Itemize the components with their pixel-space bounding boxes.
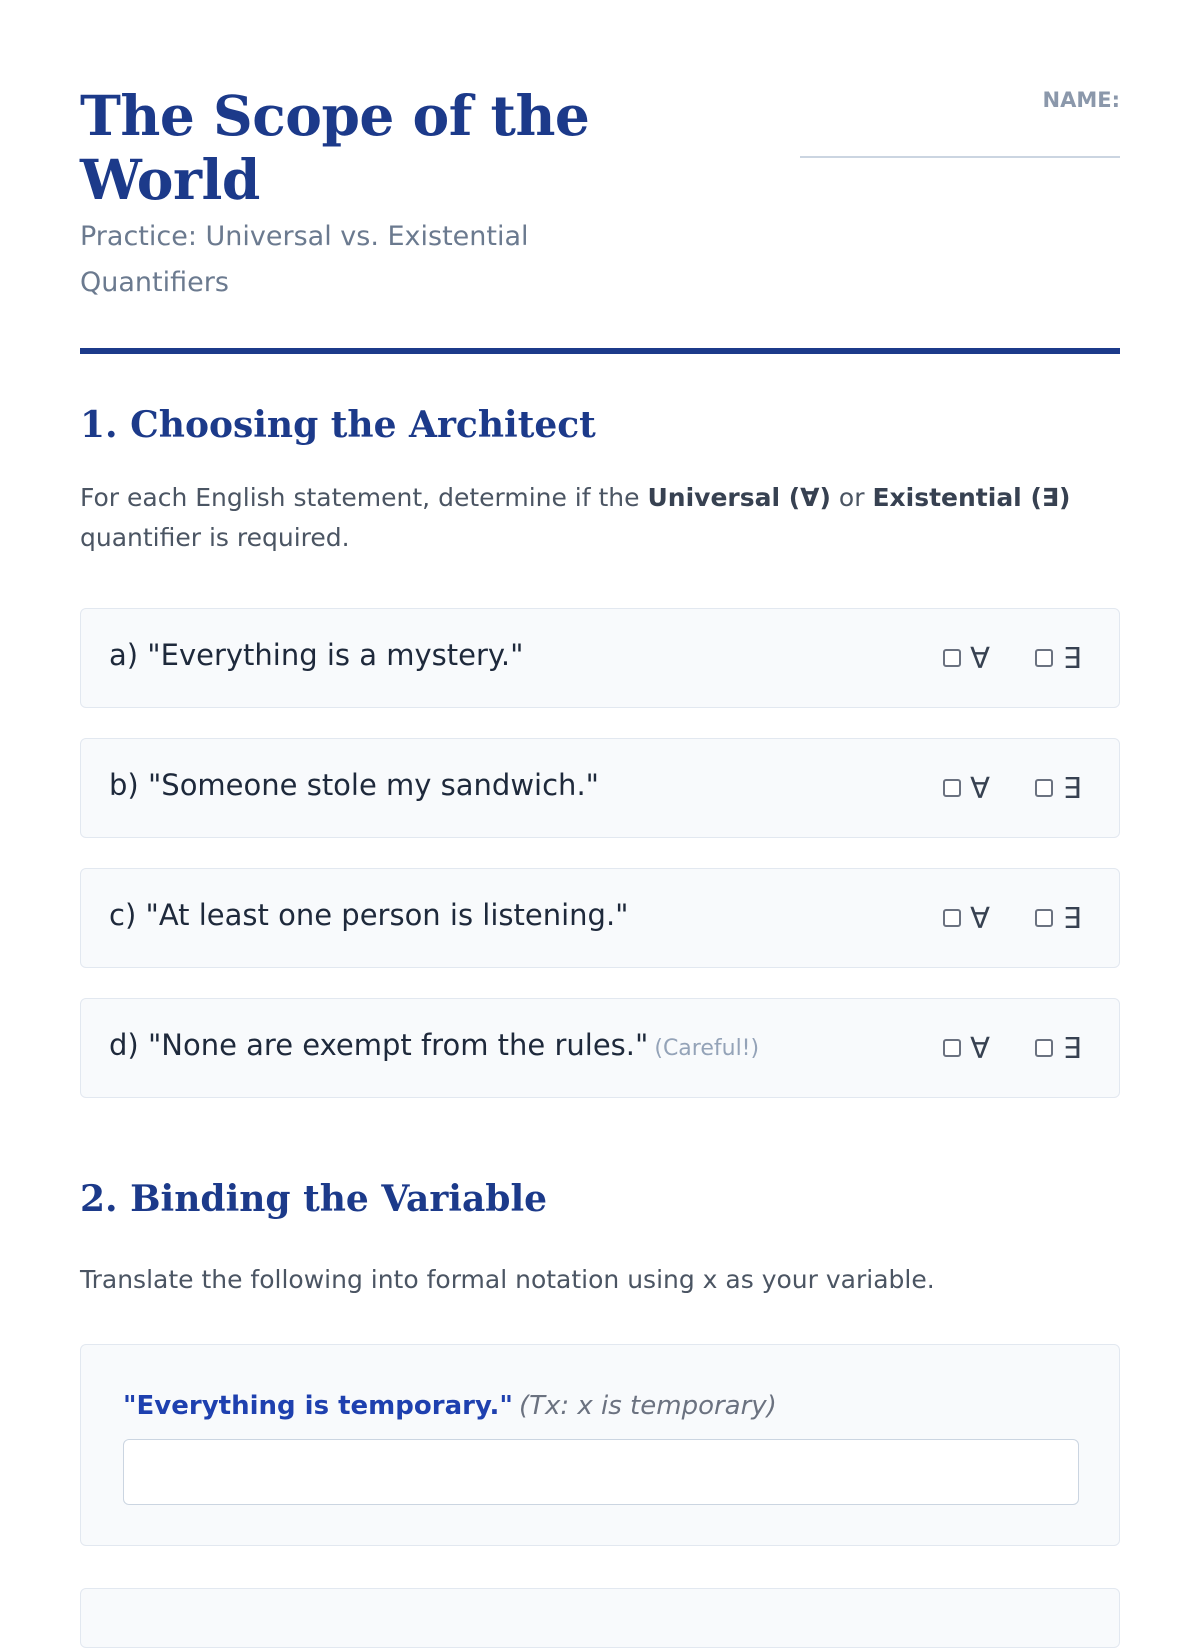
question-statement: a) "Everything is a mystery." [109,638,524,672]
question-row-a [80,608,1120,708]
universal-option[interactable] [943,1033,991,1063]
universal-label: Universal (∀) [647,483,831,512]
header-divider [80,348,1120,354]
question-statement: b) "Someone stole my sandwich." [109,768,599,802]
existential-checkbox[interactable] [1035,1039,1053,1057]
translation-hint: (Tx: x is temporary) [518,1391,777,1421]
translation-quote: "Everything is temporary." [123,1391,513,1421]
universal-checkbox[interactable] [943,909,961,927]
name-label: NAME: [1042,88,1120,112]
universal-symbol: ∀ [970,901,990,935]
universal-option[interactable] [943,903,991,933]
name-field-line[interactable] [800,156,1120,158]
existential-option[interactable] [1035,643,1083,673]
instruction-text: or [830,483,873,512]
question-row-b [80,738,1120,838]
existential-symbol: ∃ [1062,641,1082,675]
question-text [109,1028,759,1062]
existential-label: Existential (∃) [872,483,1071,512]
question-note: (Careful!) [654,1036,760,1061]
instruction-text: For each English statement, determine if the [80,483,648,512]
section-2-title: 2. Binding the Variable [80,1178,548,1220]
universal-symbol: ∀ [970,1031,990,1065]
universal-checkbox[interactable] [943,1039,961,1057]
section-2-instruction: Translate the following into formal notation using x as your variable. [80,1265,935,1294]
universal-symbol: ∀ [970,641,990,675]
translation-prompt [123,1391,777,1421]
question-text [109,768,599,802]
page-title: The Scope of the World [80,83,590,212]
existential-checkbox[interactable] [1035,909,1053,927]
question-row-c [80,868,1120,968]
instruction-text: quantifier is required. [80,523,350,552]
universal-checkbox[interactable] [943,779,961,797]
section-1-title: 1. Choosing the Architect [80,404,596,446]
translation-card-next [80,1588,1120,1648]
translation-card [80,1344,1120,1546]
existential-option[interactable] [1035,773,1083,803]
existential-symbol: ∃ [1062,901,1082,935]
existential-option[interactable] [1035,903,1083,933]
translation-answer-input[interactable] [123,1439,1079,1505]
question-text [109,898,629,932]
page-subtitle: Practice: Universal vs. Existential Quantifiers [80,221,529,298]
existential-checkbox[interactable] [1035,779,1053,797]
existential-symbol: ∃ [1062,1031,1082,1065]
existential-option[interactable] [1035,1033,1083,1063]
section-1-instruction [80,478,1120,558]
question-row-d [80,998,1120,1098]
universal-option[interactable] [943,773,991,803]
question-text [109,638,523,672]
universal-symbol: ∀ [970,771,990,805]
existential-checkbox[interactable] [1035,649,1053,667]
question-statement: d) "None are exempt from the rules." [109,1028,649,1062]
universal-option[interactable] [943,643,991,673]
universal-checkbox[interactable] [943,649,961,667]
existential-symbol: ∃ [1062,771,1082,805]
question-statement: c) "At least one person is listening." [109,898,629,932]
